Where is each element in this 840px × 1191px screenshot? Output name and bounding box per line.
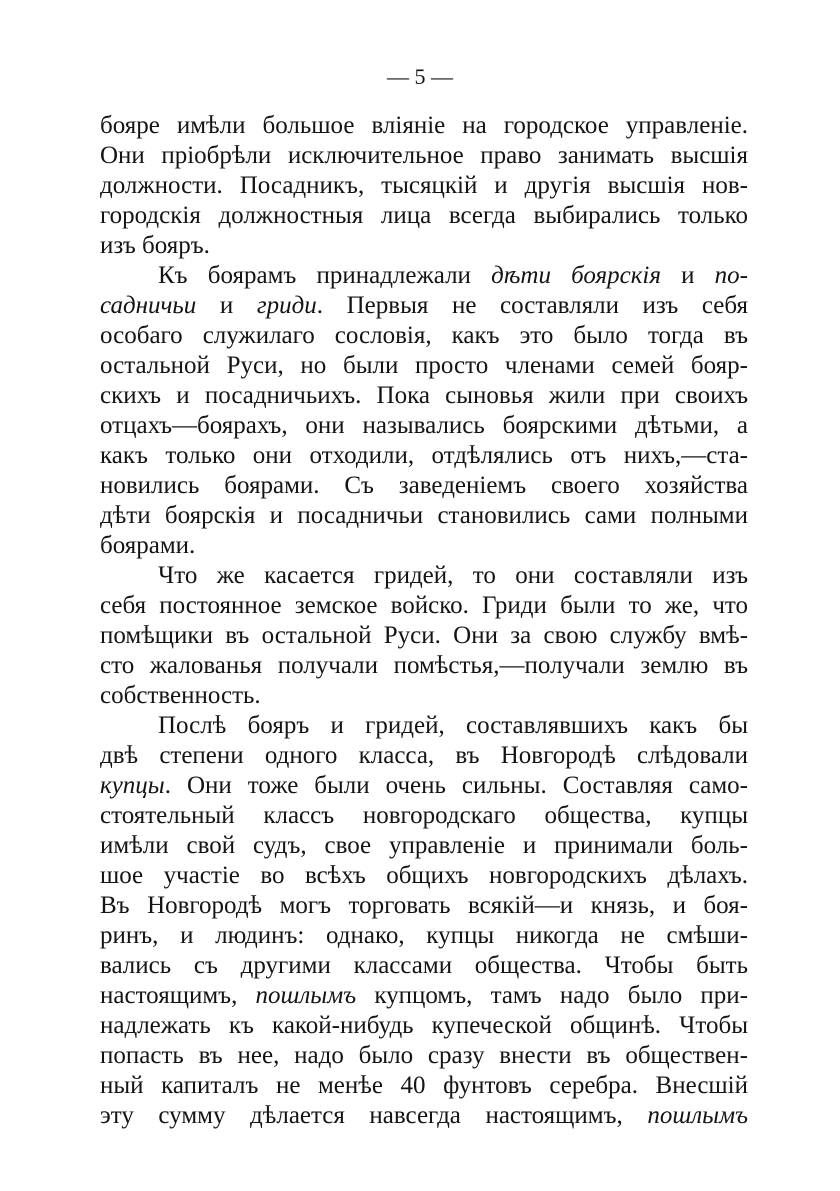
text-line-24: стоятельный классъ новгородскаго общества, купцы [100,802,748,829]
text-line-21: Послѣ бояръ и гридей, составлявшихъ какъ бы [158,712,748,739]
text-line-19: сто жалованья получали помѣстья,—получали землю въ [100,652,748,679]
text-line-8: особаго служилаго сословія, какъ это было тогда въ [100,322,748,349]
text-line-34: эту сумму дѣлается навсегда настоящимъ, пошлымъ [100,1102,748,1129]
italic-term: по- [714,262,748,289]
text-line-28: ринъ, и людинъ: однако, купцы никогда не смѣши- [100,922,748,949]
text-line-32: попасть въ нее, надо было сразу внести въ обществен- [100,1042,748,1069]
text-line-18: помѣщики въ остальной Руси. Они за свою службу вмѣ- [100,622,748,649]
text-line-2: Они пріобрѣли исключительное право занимать высшія [100,142,748,169]
text-line-22: двѣ степени одного класса, въ Новгородѣ слѣдовали [100,742,748,769]
text-line-30: настоящимъ, пошлымъ купцомъ, тамъ надо было при- [100,982,748,1009]
text-line-20: собственность. [100,682,261,709]
text-line-11: отцахъ—боярахъ, они назывались боярскими дѣтьми, а [100,412,748,439]
text-line-13: новились боярами. Съ заведеніемъ своего хозяйства [100,472,748,499]
text-line-27: Въ Новгородѣ могъ торговать всякій—и князь, и боя- [100,892,748,919]
text-line-31: надлежать къ какой-нибудь купеческой общинѣ. Чтобы [100,1012,748,1039]
text-line-3: должности. Посадникъ, тысяцкій и другія высшія нов- [100,172,748,199]
text-line-4: городскія должностныя лица всегда выбирались только [100,202,748,229]
text-line-23: купцы. Они тоже были очень сильны. Составляя само- [100,772,748,799]
text-line-10: скихъ и посадничьихъ. Пока сыновья жили при своихъ [100,382,748,409]
text-line-29: вались съ другими классами общества. Чтобы быть [100,952,748,979]
text-line-1: бояре имѣли большое вліяніе на городское управленіе. [100,112,748,139]
text-line-7: садничьи и гриди. Первыя не составляли изъ себя [100,292,748,319]
text-line-15: боярами. [100,532,196,559]
text-line-16: Что же касается гридей, то они составляли изъ [158,562,748,589]
text-line-26: шое участіе во всѣхъ общихъ новгородскихъ дѣлахъ. [100,862,748,889]
text-line-9: остальной Руси, но были просто членами семей бояр- [100,352,748,379]
italic-term: пошлымъ [647,1102,748,1129]
italic-term: садничьи [100,292,197,319]
text-line-25: имѣли свой судъ, свое управленіе и принимали боль- [100,832,748,859]
text-line-17: себя постоянное земское войско. Гриди были то же, что [100,592,748,619]
italic-term: пошлымъ [255,982,357,1009]
page-number: — 5 — [387,64,453,89]
italic-term: гриди [256,292,317,319]
text-line-5: изъ бояръ. [100,232,210,259]
text-line-6: Къ боярамъ принадлежали дѣти боярскія и по- [158,262,748,289]
text-line-33: ный капиталъ не менѣе 40 фунтовъ серебра. Внесшій [100,1072,748,1099]
text-line-14: дѣти боярскія и посадничьи становились сами полными [100,502,748,529]
text-line-12: какъ только они отходили, отдѣлялись отъ нихъ,—ста- [100,442,748,469]
italic-term: дѣти боярскія [491,262,661,289]
italic-term: купцы [100,772,165,799]
